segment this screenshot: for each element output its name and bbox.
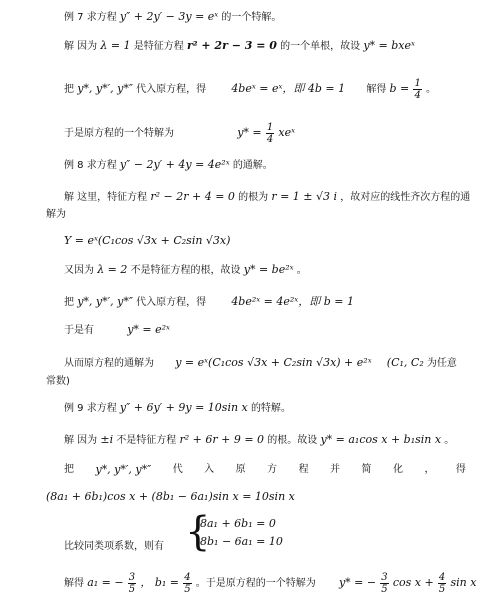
ex8-equation: y″ − 2y′ + 4y = 4e²ˣ — [119, 158, 230, 171]
ex8-math: 4be²ˣ = 4e²ˣ，即 b = 1 — [231, 295, 354, 308]
example-8-title — [64, 158, 273, 173]
ex7-suffix: 的一个特解。 — [221, 12, 282, 23]
fraction-denominator: 5 — [381, 583, 388, 595]
ex7-fraction — [413, 78, 421, 101]
ex9-word: ， — [424, 464, 435, 475]
fraction-denominator: 4 — [266, 133, 274, 145]
ex7-math: y* = — [237, 126, 262, 139]
ex8-math: y = eˣ(C₁cos √3x + C₂sin √3x) + e²ˣ — [175, 356, 372, 369]
fraction-numerator: 4 — [184, 571, 191, 583]
ex8-solution-line-1 — [64, 190, 470, 205]
ex8-math: r = 1 ± √3 i — [271, 190, 338, 203]
ex9-word: 代 — [172, 464, 183, 475]
ex9-math: ±i — [100, 433, 114, 446]
ex9-text: 的根。故设 — [267, 435, 318, 446]
fraction-numerator: 4 — [438, 571, 446, 583]
ex9-word: 并 — [330, 464, 341, 475]
ex7-math: xeˣ — [278, 126, 295, 139]
fraction-denominator: 5 — [128, 583, 136, 595]
ex9-math: ， b₁ = — [140, 576, 180, 589]
ex9-fraction — [380, 572, 388, 595]
ex9-math: a₁ = − — [87, 576, 124, 589]
ex7-text: 解 因为 — [64, 41, 98, 52]
example-9-title — [64, 401, 291, 416]
fraction-numerator: 3 — [381, 571, 388, 583]
ex7-title-text: 例 7 求方程 — [64, 12, 117, 23]
ex9-suffix: 的特解。 — [250, 403, 291, 414]
ex9-math: y* = − — [338, 576, 377, 589]
ex8-general-solution: Y = eˣ(C₁cos √3x + C₂sin √3x) — [64, 234, 231, 247]
ex9-math: cos x + — [392, 576, 434, 589]
ex8-text: 解为 — [46, 209, 66, 220]
system-equation-2: 8b₁ − 6a₁ = 10 — [200, 535, 283, 548]
left-brace-icon: { — [185, 509, 211, 555]
ex7-math: 4beˣ = eˣ，即 4b = 1 — [231, 82, 346, 95]
ex9-equation: y″ + 6y′ + 9y = 10sin x — [119, 401, 248, 414]
ex8-text: 又因为 — [64, 265, 94, 276]
ex8-text: 不是特征方程的根，故设 — [130, 265, 241, 276]
ex8-text: 从而原方程的通解为 — [64, 358, 154, 369]
ex9-text: 。于是原方程的一个特解为 — [195, 578, 316, 589]
ex8-solution-line-3 — [64, 295, 354, 310]
ex9-equation-system — [200, 515, 283, 551]
ex7-text: 把 — [64, 84, 74, 95]
ex7-text: 于是原方程的一个特解为 — [64, 128, 174, 139]
ex8-solution-line-4 — [64, 323, 170, 338]
ex7-math: y* = bxeˣ — [363, 39, 415, 52]
ex9-text: 解 因为 — [64, 435, 98, 446]
ex9-word: 得 — [455, 464, 466, 475]
ex7-text: 解得 — [366, 84, 387, 95]
ex7-equation: y″ + 2y′ − 3y = eˣ — [119, 10, 219, 23]
ex9-word: 原 — [235, 464, 246, 475]
ex9-fraction — [128, 572, 136, 595]
ex8-math: y* = e²ˣ — [127, 323, 170, 336]
ex9-solution-line-5 — [64, 568, 476, 599]
ex9-fraction — [183, 572, 191, 595]
ex9-math: sin x — [450, 576, 477, 589]
ex8-math: (C₁, C₂ — [386, 356, 424, 369]
ex7-solution-line-3 — [64, 120, 295, 147]
ex7-text: 代入原方程，得 — [136, 84, 207, 95]
ex7-math: y*, y*′, y*″ — [77, 82, 133, 95]
fraction-numerator: 1 — [414, 77, 421, 89]
ex9-text: 。 — [444, 435, 455, 446]
ex8-text: 于是有 — [64, 325, 94, 336]
ex9-word: 入 — [204, 464, 215, 475]
ex9-word: 把 — [64, 464, 74, 475]
ex9-word: 简 — [361, 464, 372, 475]
ex7-solution-line-1 — [64, 39, 415, 54]
ex9-math: y*, y*′, y*″ — [95, 463, 152, 476]
ex7-math: r² + 2r − 3 = 0 — [186, 39, 277, 52]
ex8-text: 常数) — [46, 376, 70, 387]
ex9-solution-line-2 — [64, 463, 466, 477]
ex8-text: 为任意 — [426, 358, 457, 369]
ex9-word: 程 — [298, 464, 309, 475]
ex7-text: 的一个单根，故设 — [280, 41, 361, 52]
ex7-math: b = — [389, 82, 410, 95]
system-equation-1: 8a₁ + 6b₁ = 0 — [200, 517, 276, 530]
ex8-solution-line-5 — [64, 356, 457, 371]
ex8-text: 的根为 — [238, 192, 269, 203]
ex8-math: r² − 2r + 4 = 0 — [150, 190, 235, 203]
ex9-text: 不是特征方程 — [116, 435, 177, 446]
ex8-math: λ = 2 — [97, 263, 128, 276]
ex8-math: y*, y*′, y*″ — [77, 295, 133, 308]
example-7-title — [64, 10, 281, 25]
ex8-text: 代入原方程，得 — [136, 297, 207, 308]
ex9-word: 方 — [267, 464, 278, 475]
ex8-solution-line-2 — [64, 263, 307, 278]
fraction-denominator: 4 — [414, 89, 421, 101]
ex9-math: r² + 6r + 9 = 0 — [179, 433, 265, 446]
ex8-text: 。 — [296, 265, 307, 276]
ex9-math: y* = a₁cos x + b₁sin x — [320, 433, 442, 446]
ex8-text: 解 这里，特征方程 — [64, 192, 148, 203]
ex7-fraction — [266, 122, 274, 145]
ex7-text: 。 — [426, 84, 437, 95]
fraction-denominator: 5 — [438, 583, 446, 595]
fraction-numerator: 1 — [266, 121, 274, 133]
ex9-text: 解得 — [64, 578, 84, 589]
ex9-title-text: 例 9 求方程 — [64, 403, 117, 414]
ex7-solution-line-2 — [64, 76, 436, 103]
ex9-fraction — [438, 572, 446, 595]
fraction-denominator: 5 — [184, 583, 191, 595]
ex8-title-text: 例 8 求方程 — [64, 160, 117, 171]
ex7-text: 是特征方程 — [133, 41, 184, 52]
ex8-text: 把 — [64, 297, 74, 308]
ex8-math: y* = be²ˣ — [243, 263, 294, 276]
ex9-text: 比较同类项系数，则有 — [64, 541, 164, 552]
ex9-solution-line-1 — [64, 433, 454, 448]
ex9-word: 化 — [392, 464, 403, 475]
ex8-suffix: 的通解。 — [232, 160, 273, 171]
fraction-numerator: 3 — [128, 571, 136, 583]
ex9-simplified-equation: (8a₁ + 6b₁)cos x + (8b₁ − 6a₁)sin x = 10sin x — [46, 490, 295, 503]
ex8-text: ，故对应的线性齐次方程的通 — [340, 192, 471, 203]
ex7-math: λ = 1 — [100, 39, 131, 52]
